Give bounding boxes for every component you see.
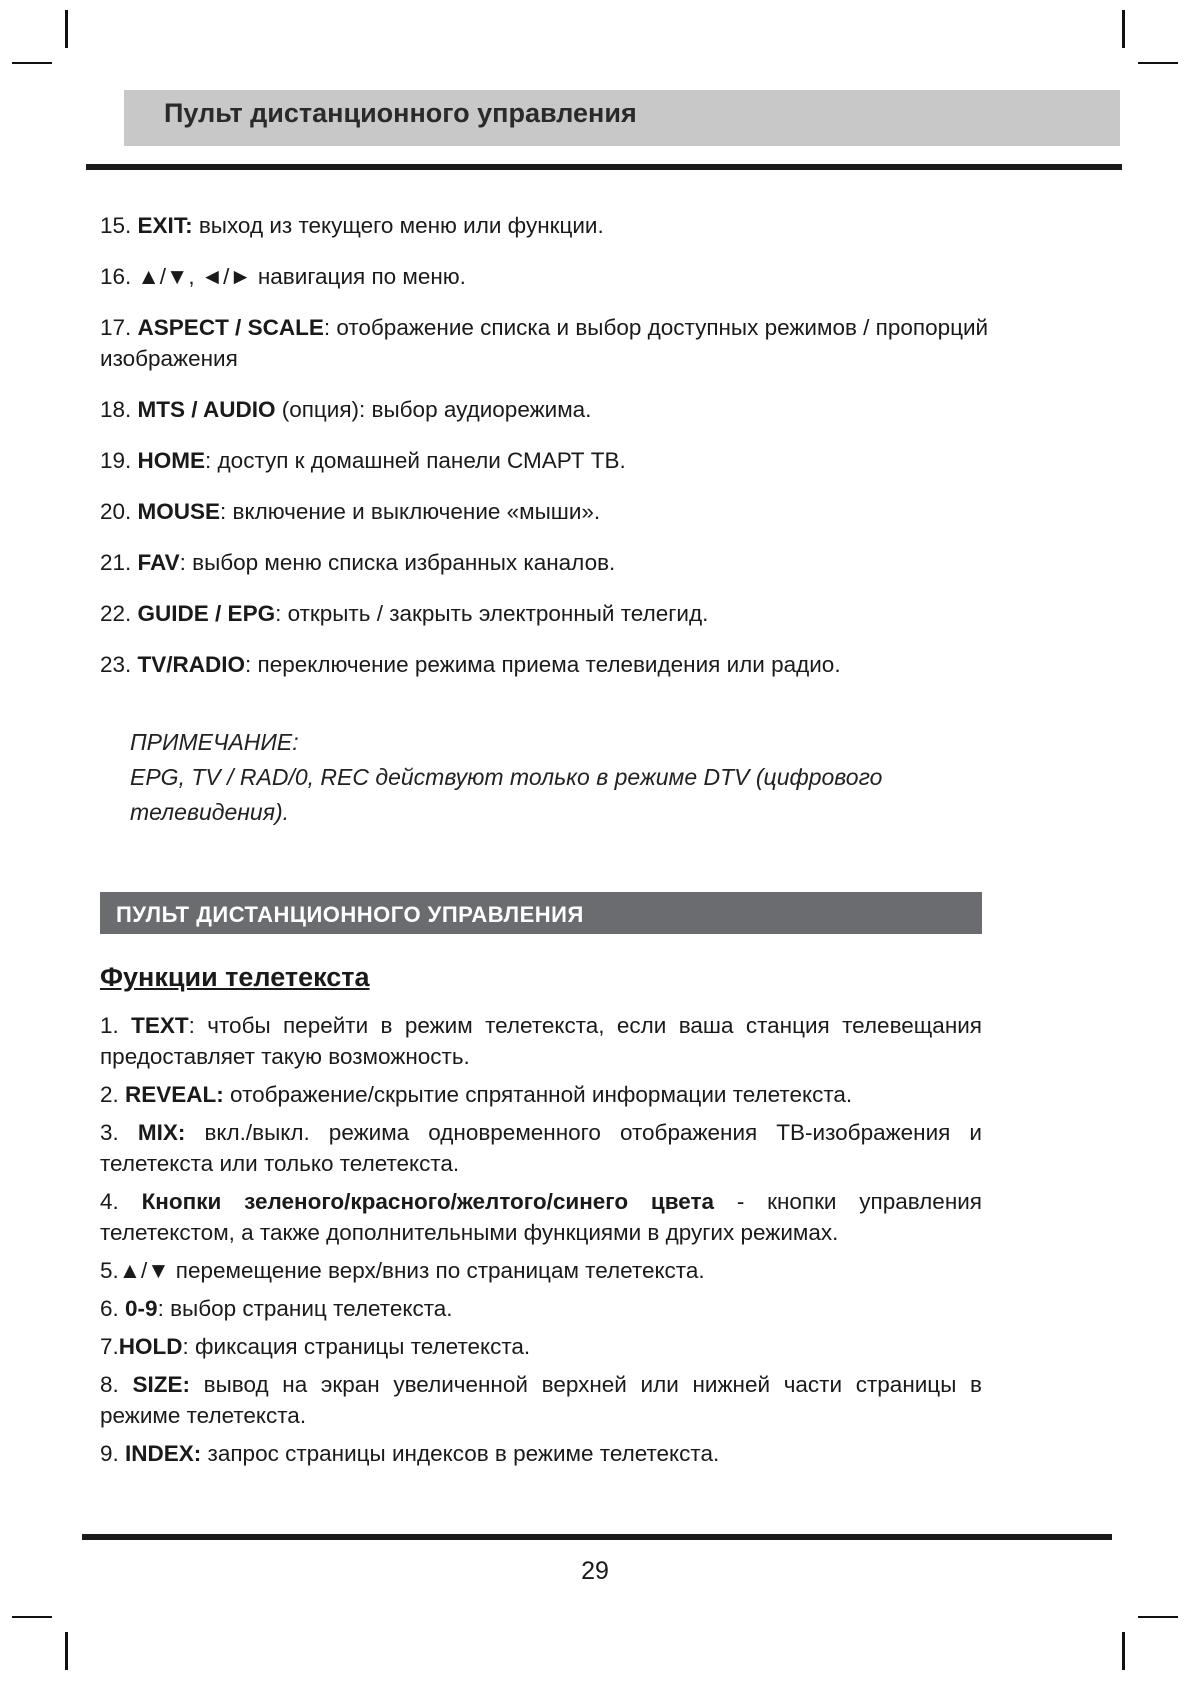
list-item: 2. REVEAL: отображение/скрытие спрятанной информации телетекста. [100, 1082, 853, 1107]
note-text: EPG, TV / RAD/0, REC действуют только в режиме DTV (цифрового телевидения). [130, 764, 883, 825]
crop-mark [1122, 10, 1125, 48]
list-item: 16. ▲/▼, ◄/► навигация по меню. [100, 264, 466, 289]
crop-mark [12, 1616, 52, 1618]
crop-mark [1138, 1616, 1178, 1618]
list-item: 21. FAV: выбор меню списка избранных каналов. [100, 550, 616, 575]
list-item: 19. HOME: доступ к домашней панели СМАРТ ТВ. [100, 448, 626, 473]
header-divider [86, 164, 1122, 170]
list-item: 6. 0-9: выбор страниц телетекста. [100, 1296, 453, 1321]
list-item: 4. Кнопки зеленого/красного/желтого/синего цвета - кнопки управления телетекстом, а также дополнительными функциями в других режимах. [100, 1189, 982, 1245]
section-banner [100, 892, 982, 934]
list-item: 3. MIX: вкл./выкл. режима одновременного отображения ТВ-изображения и телетекста или только телетекста. [100, 1120, 982, 1176]
note-block [130, 725, 990, 830]
list-item: 18. MTS / AUDIO (опция): выбор аудиорежима. [100, 397, 592, 422]
page-title: Пульт дистанционного управления [164, 98, 637, 128]
list-item: 23. TV/RADIO: переключение режима приема телевидения или радио. [100, 652, 841, 677]
teletext-functions-list [100, 1010, 982, 1476]
list-item: 20. MOUSE: включение и выключение «мыши». [100, 499, 601, 524]
crop-mark [1138, 62, 1178, 64]
page-header [124, 90, 1120, 146]
crop-mark [12, 62, 52, 64]
list-item: 5.▲/▼ перемещение верх/вниз по страницам телетекста. [100, 1258, 705, 1283]
footer-divider [82, 1534, 1112, 1540]
teletext-heading: Функции телетекста [100, 962, 370, 992]
crop-mark [1122, 1632, 1125, 1670]
list-item: 17. ASPECT / SCALE: отображение списка и выбор доступных режимов / пропорций изображения [100, 315, 989, 371]
list-item: 1. TEXT: чтобы перейти в режим телетекста, если ваша станция телевещания предоставляет такую возможность. [100, 1013, 982, 1069]
section-title: ПУЛЬТ ДИСТАНЦИОННОГО УПРАВЛЕНИЯ [116, 902, 584, 927]
note-label: ПРИМЕЧАНИЕ: [130, 729, 299, 755]
list-item: 9. INDEX: запрос страницы индексов в режиме телетекста. [100, 1441, 720, 1466]
list-item: 22. GUIDE / EPG: открыть / закрыть электронный телегид. [100, 601, 709, 626]
crop-mark [65, 1632, 68, 1670]
list-item: 7.HOLD: фиксация страницы телетекста. [100, 1334, 531, 1359]
page-number: 29 [581, 1557, 609, 1585]
list-item: 15. EXIT: выход из текущего меню или функции. [100, 213, 604, 238]
crop-mark [65, 10, 68, 48]
list-item: 8. SIZE: вывод на экран увеличенной верхней или нижней части страницы в режиме телетекста. [100, 1372, 982, 1428]
remote-functions-list [100, 210, 990, 700]
